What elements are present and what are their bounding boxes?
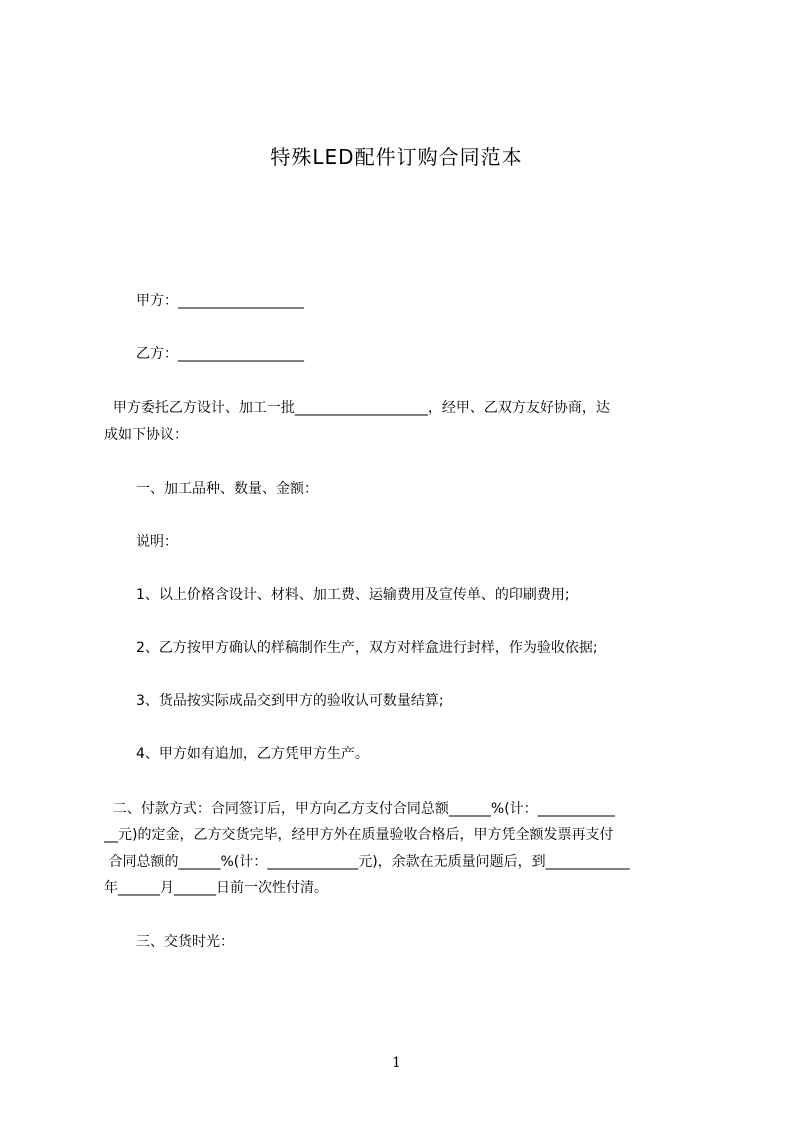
document-title: 特殊LED配件订购合同范本 bbox=[270, 145, 523, 169]
note-item: 4、甲方如有追加，乙方凭甲方生产。 bbox=[136, 746, 369, 762]
page-number: 1 bbox=[392, 1055, 401, 1071]
intro-line-2: 成如下协议： bbox=[104, 427, 188, 443]
note-item: 3、货品按实际成品交到甲方的验收认可数量结算; bbox=[136, 693, 444, 709]
section-2-line: 二、付款方式：合同签订后，甲方向乙方支付合同总额______%(计：___________ bbox=[104, 801, 615, 817]
intro-line-1: 甲方委托乙方设计、加工一批___________________，经甲、乙双方友好协商，达 bbox=[104, 400, 610, 416]
section-2-line: __元)的定金，乙方交货完毕，经甲方外在质量验收合格后，甲方凭全额发票再支付 bbox=[104, 827, 614, 843]
section-3-heading: 三、交货时光： bbox=[136, 934, 234, 950]
note-item: 1、以上价格含设计、材料、加工费、运输费用及宣传单、的印刷费用; bbox=[136, 587, 570, 603]
section-2-line: 年______月______日前一次性付清。 bbox=[104, 880, 328, 896]
section-1-heading: 一、加工品种、数量、金额： bbox=[136, 481, 318, 497]
note-item: 2、乙方按甲方确认的样稿制作生产，双方对样盒进行封样，作为验收依据; bbox=[136, 640, 598, 656]
party-a-line: 甲方：__________________ bbox=[136, 293, 304, 309]
party-b-line: 乙方：__________________ bbox=[136, 346, 304, 362]
section-2-line: 合同总额的______%(计：_____________元)，余款在无质量问题后，到____________ bbox=[104, 854, 630, 870]
note-heading: 说明： bbox=[136, 534, 178, 550]
